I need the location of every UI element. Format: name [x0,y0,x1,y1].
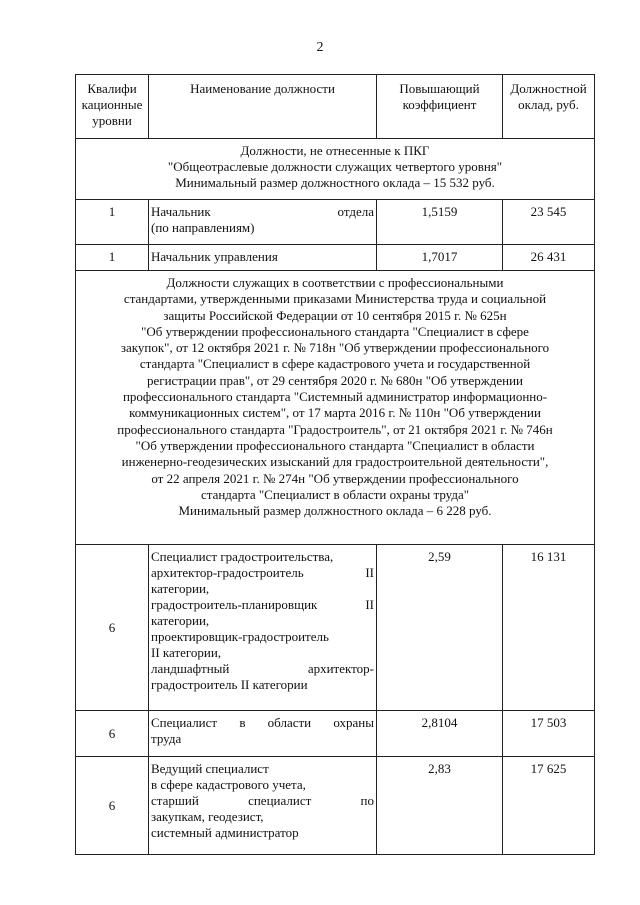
position-name-line: Начальник отдела [151,204,374,219]
header-col3-line: Повышающий [399,81,480,96]
position-name-line: системный администратор [151,825,299,840]
section2-line: "Об утверждении профессионального стандарта "Специалист в области [135,437,535,453]
position-name-line: проектировщик-градостроитель [151,629,329,644]
position-name [149,545,377,711]
header-col1-line: уровни [92,113,132,128]
section2-line: стандартами, утвержденными приказами Министерства труда и социальной [123,291,547,307]
table-row [76,711,595,757]
coefficient: 1,7017 [377,245,503,271]
header-coefficient [377,75,503,139]
table-row [76,245,595,271]
qualification-level: 1 [76,200,149,245]
header-salary [503,75,595,139]
coefficient: 2,8104 [377,711,503,757]
section-heading-standards [76,271,595,545]
header-col1-line: Квалифи [87,81,137,96]
coefficient: 1,5159 [377,200,503,245]
salary: 17 625 [503,757,595,855]
section1-line: "Общеотраслевые должности служащих четвертого уровня" [167,159,503,174]
header-position-name: Наименование должности [149,75,377,139]
salary: 23 545 [503,200,595,245]
section2-line: от 22 апреля 2021 г. № 274н "Об утверждении профессионального [151,470,519,486]
section2-line: защиты Российской Федерации от 10 сентября 2015 г. № 625н [163,307,507,323]
salary-table [75,74,595,855]
position-name-line: труда [151,731,182,746]
header-qualification-levels [76,75,149,139]
section-row-pkg [76,139,595,200]
position-name-line: Начальник управления [151,249,278,264]
table-row [76,545,595,711]
section2-line: профессионального стандарта "Системный администратор информационно- [122,389,548,405]
section2-line: регистрации прав", от 29 сентября 2020 г. № 680н "Об утверждении [146,372,524,388]
qualification-level: 6 [76,545,149,711]
header-col4-line: Должностной [510,81,587,96]
salary: 17 503 [503,711,595,757]
position-name-line: старший специалист по [151,793,374,808]
section1-line: Минимальный размер должностного оклада – 15 532 руб. [175,175,495,190]
position-name [149,711,377,757]
position-name-line: (по направлениям) [151,220,255,235]
qualification-level: 6 [76,711,149,757]
position-name-line: градостроитель-планировщик II [151,597,374,612]
position-name-line: II категории, [151,645,222,660]
position-name-line: ландшафтный архитектор- [151,661,374,676]
position-name-line: Специалист градостроительства, [151,549,334,564]
position-name-line: закупкам, геодезист, [151,809,264,824]
position-name-line: категории, [151,581,210,596]
header-col1-line: кационные [81,97,143,112]
coefficient: 2,83 [377,757,503,855]
position-name-line: категории, [151,613,210,628]
position-name [149,200,377,245]
position-name [149,757,377,855]
section2-line: инженерно-геодезических изысканий для градостроительной деятельности", [121,454,549,470]
section2-line: "Об утверждении профессионального стандарта "Специалист в сфере [141,323,529,339]
section-row-standards [76,271,595,545]
qualification-level: 1 [76,245,149,271]
section1-line: Должности, не отнесенные к ПКГ [240,143,430,158]
page-number: 2 [316,40,324,55]
table-row [76,757,595,855]
position-name-line: в сфере кадастрового учета, [151,777,306,792]
section2-line: стандарта "Специалист в сфере кадастрового учета и государственной [139,356,531,372]
section2-line: стандарта "Специалист в области охраны труда" [200,486,470,502]
position-name-line: Ведущий специалист [151,761,269,776]
position-name-line: градостроитель II категории [151,677,308,692]
coefficient: 2,59 [377,545,503,711]
section2-line: Должности служащих в соответствии с профессиональными [166,275,504,290]
section2-line: профессионального стандарта "Градостроитель", от 21 октября 2021 г. № 746н [117,421,553,437]
salary: 26 431 [503,245,595,271]
section2-line: коммуникационных систем", от 17 марта 2016 г. № 110н "Об утверждении [129,405,541,421]
position-name [149,245,377,271]
section2-line: закупок", от 12 октября 2021 г. № 718н "Об утверждении профессионального [120,340,550,356]
position-name-line: архитектор-градостроитель II [151,565,374,580]
salary: 16 131 [503,545,595,711]
qualification-level: 6 [76,757,149,855]
table-header-row [76,75,595,139]
section-heading-pkg [76,139,595,200]
table-row [76,200,595,245]
header-col3-line: коэффициент [402,97,477,112]
header-col4-line: оклад, руб. [518,97,579,112]
section2-line: Минимальный размер должностного оклада – 6 228 руб. [178,503,492,519]
position-name-line: Специалист в области охраны [151,715,374,730]
